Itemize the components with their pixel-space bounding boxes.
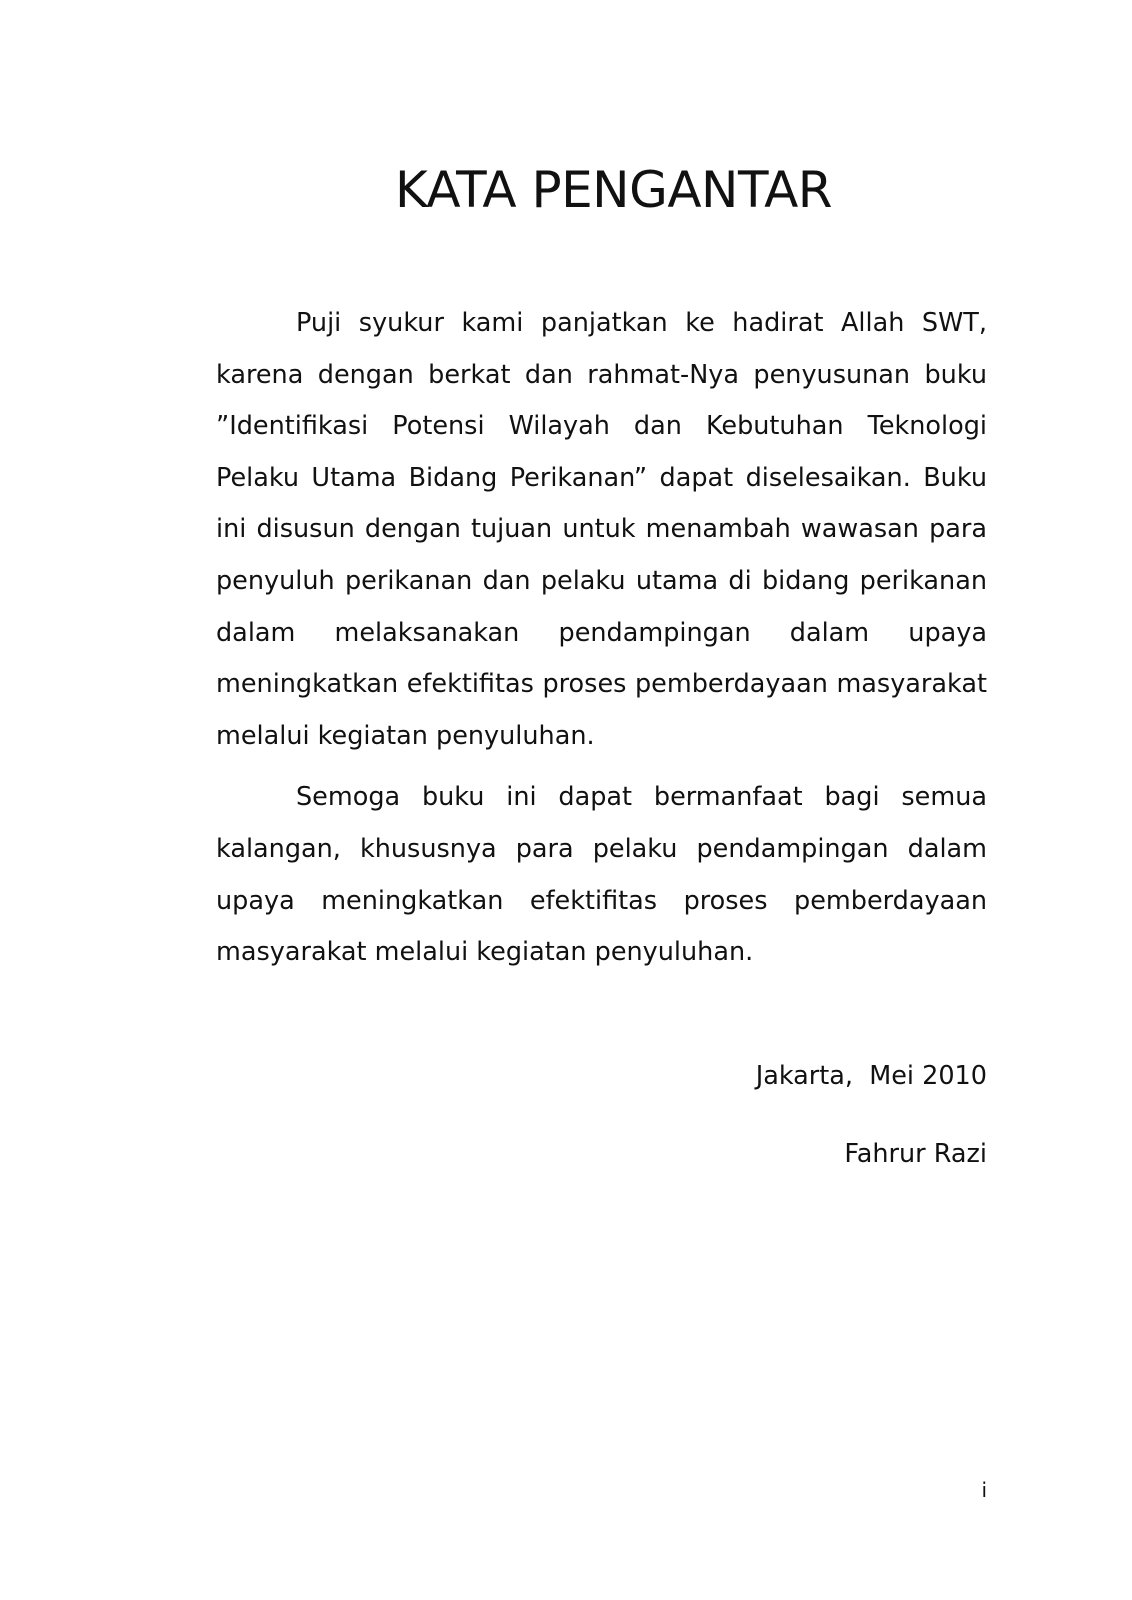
preface-body (216, 298, 987, 979)
signature-place-date: Jakarta, Mei 2010 (755, 1061, 987, 1091)
paragraph-1: Puji syukur kami panjatkan ke hadirat Allah SWT, karena dengan berkat dan rahmat-Nya penyusunan buku ”Identifikasi Potensi Wilayah dan Kebutuhan Teknologi Pelaku Utama Bidang Perikanan” dapat diselesaikan. Buku ini disusun dengan tujuan untuk menambah wawasan para penyuluh perikanan dan pelaku utama di bidang perikanan dalam melaksanakan pendampingan dalam upaya meningkatkan efektifitas proses pemberdayaan masyarakat melalui kegiatan penyuluhan. (216, 308, 987, 751)
paragraph-2: Semoga buku ini dapat bermanfaat bagi semua kalangan, khususnya para pelaku pendampingan dalam upaya meningkatkan efektifitas proses pemberdayaan masyarakat melalui kegiatan penyuluhan. (216, 782, 987, 968)
page-number: i (981, 1478, 987, 1502)
signature-name: Fahrur Razi (844, 1139, 987, 1169)
page-title: KATA PENGANTAR (394, 161, 833, 219)
